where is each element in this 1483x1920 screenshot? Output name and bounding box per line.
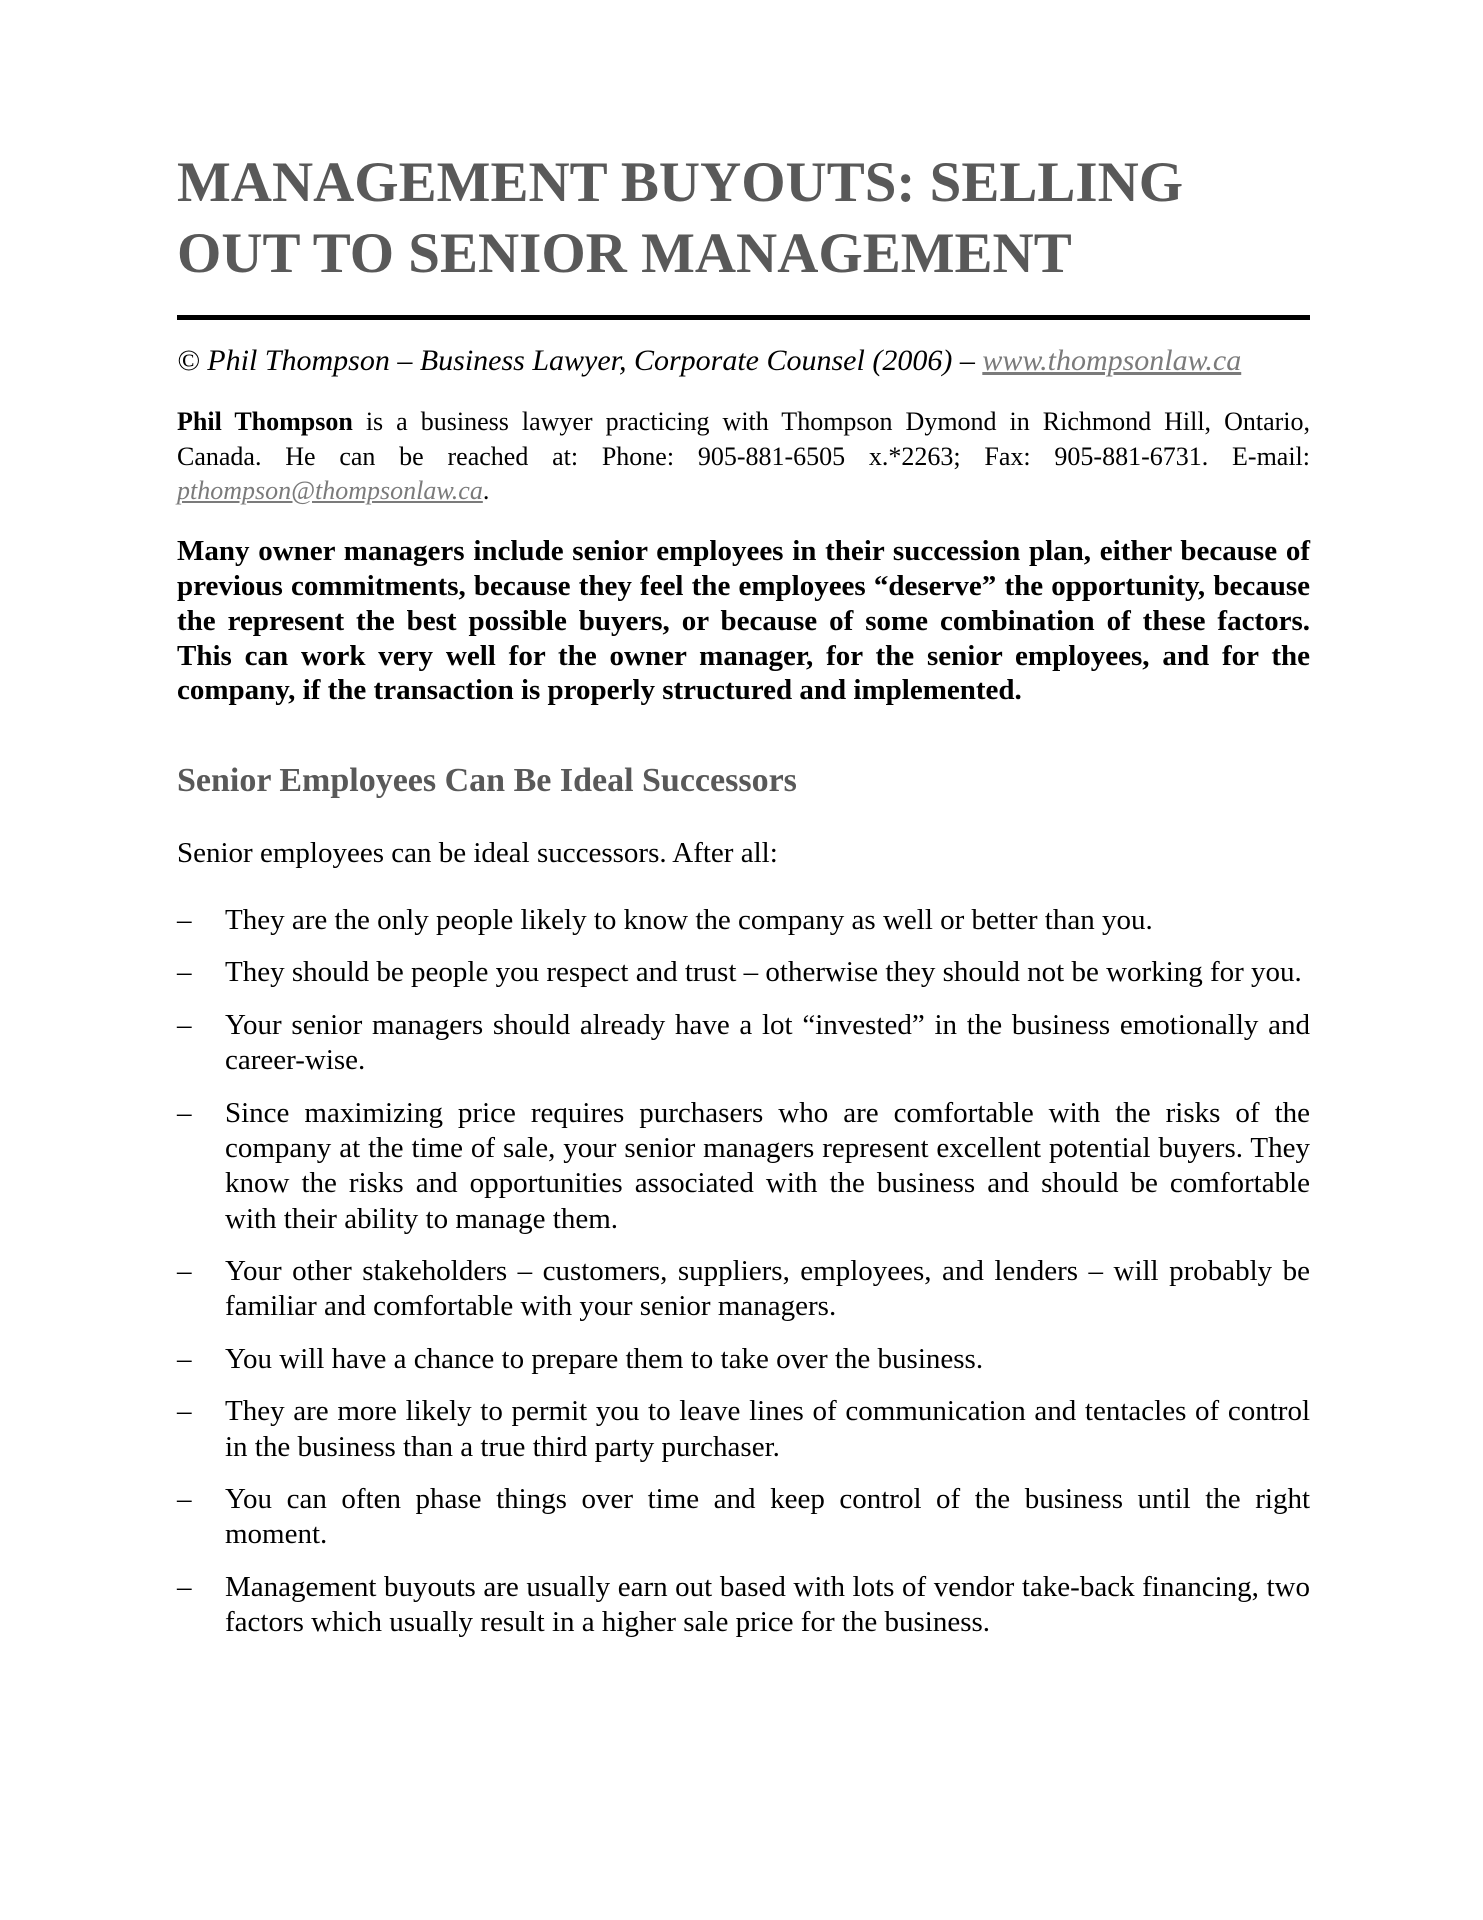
bullet-dash: – [177,1255,192,1288]
bullet-dash: – [177,1096,192,1129]
bullet-text: Your senior managers should already have a lot “invested” in the business emotionally and career-wise. [225,1008,1310,1077]
bullet-text: Your other stakeholders – customers, suppliers, employees, and lenders – will probably be familiar and comfortable with your senior managers. [225,1255,1310,1323]
contact-paragraph [177,405,1310,508]
bullet-dash: – [177,1342,192,1375]
page-title: MANAGEMENT BUYOUTS: SELLING OUT TO SENIOR MANAGEMENT [177,151,1184,285]
list-item [177,1570,1310,1641]
list-item [177,1008,1310,1079]
byline [177,344,1310,378]
list-item [177,1096,1310,1238]
section-lead-in: Senior employees can be ideal successors. After all: [177,837,778,870]
byline-text: © Phil Thompson – Business Lawyer, Corporate Counsel (2006) – [177,344,983,378]
bullet-dash: – [177,1008,192,1041]
email-link[interactable]: pthompson@thompsonlaw.ca [177,475,483,505]
bullet-dash: – [177,1570,192,1603]
author-name: Phil Thompson [177,407,353,437]
bullet-text: They should be people you respect and trust – otherwise they should not be working for you. [225,956,1302,989]
bullet-text: You can often phase things over time and keep control of the business until the right moment. [225,1482,1310,1551]
bullet-text: You will have a chance to prepare them to take over the business. [225,1342,984,1375]
bullet-dash: – [177,1482,192,1515]
bullet-dash: – [177,904,192,937]
website-link[interactable]: www.thompsonlaw.ca [982,344,1242,378]
list-item [177,1342,1310,1377]
bullet-text: Management buyouts are usually earn out based with lots of vendor take-back financing, two factors which usually result in a higher sale price for the business. [225,1570,1310,1639]
contact-suffix: . [482,475,490,505]
bullet-dash: – [177,956,192,989]
list-item [177,955,1310,990]
contact-text: is a business lawyer practicing with Thompson Dymond in Richmond Hill, Ontario, Canada. He can be reached at: Phone: 905-881-6505 x.*2263; Fax: 905-881-6731. E-mail: [177,407,1310,471]
bullet-text: They are the only people likely to know the company as well or better than you. [225,904,1153,937]
list-item [177,1482,1310,1553]
list-item [177,1394,1310,1465]
list-item [177,903,1310,938]
bullet-dash: – [177,1395,192,1428]
bullet-list [177,903,1310,1640]
intro-paragraph: Many owner managers include senior employees in their succession plan, either because of previous commitments, because they feel the employees “deserve” the opportunity, because the represent the best possible buyers, or because of some combination of these factors. This can work very well for the owner manager, for the senior employees, and for the company, if the transaction is properly structured and implemented. [177,535,1310,707]
bullet-text: Since maximizing price requires purchasers who are comfortable with the risks of the company at the time of sale, your senior managers represent excellent potential buyers. They know the risks and opportunities associated with the business and should be comfortable with their ability to manage them. [225,1096,1310,1235]
list-item [177,1254,1310,1325]
bullet-text: They are more likely to permit you to leave lines of communication and tentacles of control in the business than a true third party purchaser. [225,1395,1310,1463]
section-heading: Senior Employees Can Be Ideal Successors [177,762,797,800]
title-divider [177,315,1310,320]
document-content [177,148,1310,1657]
